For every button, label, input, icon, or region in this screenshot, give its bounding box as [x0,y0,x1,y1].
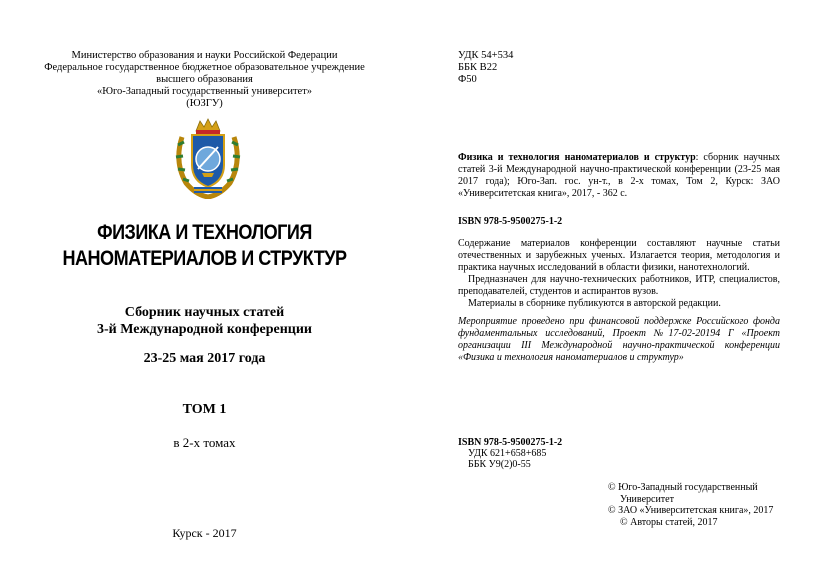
annotation-paragraph: Материалы в сборнике публикуются в авторской редакции. [468,298,721,309]
title-line: НАНОМАТЕРИАЛОВ И СТРУКТУР [62,247,347,270]
bbk-bottom: ББК У9(2)0-55 [468,459,531,470]
copyright-line: © Юго-Западный государственный [608,482,758,493]
volumes-total: в 2-х томах [173,435,236,450]
copyright-line: Университет [620,493,674,505]
org-line: Федеральное государственное бюджетное образовательное учреждение [44,62,365,73]
code-author-sign: Ф50 [458,74,477,85]
udk-bottom: УДК 621+658+685 [468,448,547,459]
left-page [0,0,409,579]
annotation-paragraph: Содержание материалов конференции составляют научные статьи отечественных и зарубежных ученых. Излагается теория, методология и практика научных исследований в области физики, нанотехнологий. [458,238,780,273]
coat-of-arms-icon [172,117,244,199]
org-line: высшего образования [156,74,253,85]
isbn-top: ISBN 978-5-9500275-1-2 [458,216,563,227]
org-line: Министерство образования и науки Российской Федерации [71,50,338,61]
title-line: ФИЗИКА И ТЕХНОЛОГИЯ [97,221,312,244]
isbn-bottom: ISBN 978-5-9500275-1-2 [458,437,563,448]
book-subtitle [0,304,409,338]
isbn-bottom-block [458,437,562,470]
city-year: Курск - 2017 [172,526,237,540]
classification-codes [458,50,513,86]
bibliographic-description [458,152,780,200]
biblio-title: Физика и технология наноматериалов и структур [458,152,696,163]
code-bbk: ББК В22 [458,62,498,73]
volume-number: ТОМ 1 [182,402,227,417]
org-line: «Юго-Западный государственный университет» [96,86,313,97]
subtitle-line: 3-й Международной конференции [97,322,312,337]
conference-dates: 23-25 мая 2017 года [143,351,266,366]
copyright-line: © Авторы статей, 2017 [620,516,718,528]
annotation [458,238,780,310]
copyright-block [608,482,773,528]
right-page [410,0,819,579]
code-udk: УДК 54+534 [458,50,514,61]
copyright-line: © ЗАО «Университетская книга», 2017 [608,505,774,516]
organization-block [0,50,409,110]
annotation-paragraph: Предназначен для научно-технических работников, ИТР, специалистов, преподавателей, студентов и аспирантов вузов. [458,274,780,297]
org-line: (ЮЗГУ) [186,98,223,109]
biblio-details: : сборник научных статей 3-й Международной научно-практической конференции (23-25 мая 2017 года); Юго-Зап. гос. ун-т., в 2-х томах, Том 2, Курск: ЗАО «Университетская книга», 2017, - 362 с. [458,152,780,199]
subtitle-line: Сборник научных статей [124,305,285,320]
book-title [29,220,381,272]
funding-note: Мероприятие проведено при финансовой поддержке Российского фонда фундаментальных исследований, Проект №17-02-20194 Г «Проект организации III Международной научно-практической конференции «Физика и технология наноматериалов и структур» [458,316,780,363]
